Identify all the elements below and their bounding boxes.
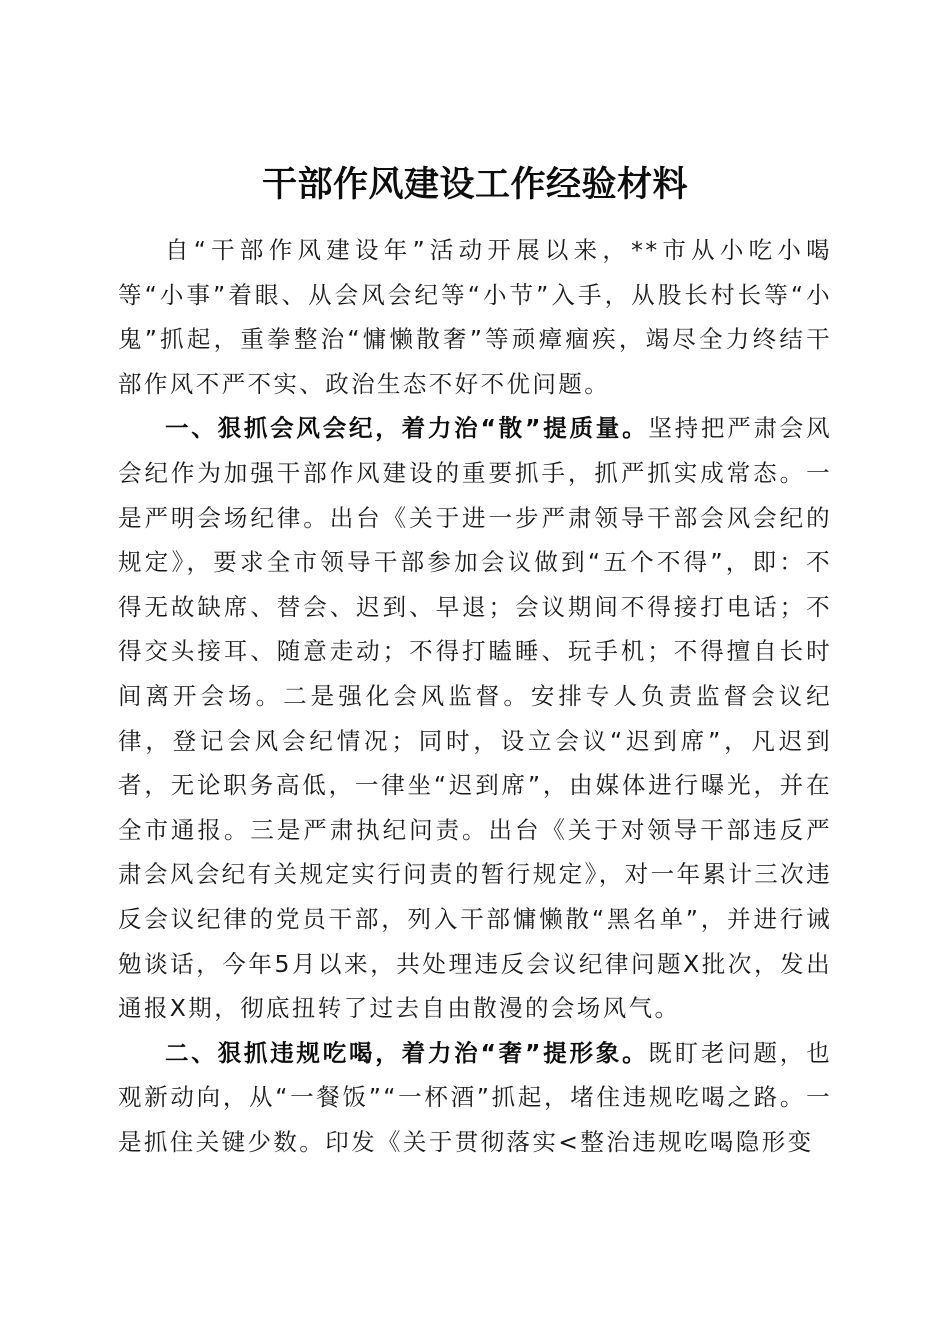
document-body [118, 228, 832, 1164]
section-1-heading: 一、狠抓会风会纪，着力治“散”提质量。 [165, 414, 649, 443]
section-1-body: 坚持把严肃会风会纪作为加强干部作风建设的重要抓手，抓严抓实成常态。一是严明会场纪律。出台《关于进一步严肃领导干部会风会纪的规定》，要求全市领导干部参加会议做到“五个不得”，即：不得无故缺席、替会、迟到、早退；会议期间不得接打电话；不得交头接耳、随意走动；不得打瞌睡、玩手机；不得擅自长时间离开会场。二是强化会风监督。安排专人负责监督会议纪律，登记会风会纪情况；同时，设立会议“迟到席”，凡迟到者，无论职务高低，一律坐“迟到席”，由媒体进行曝光，并在全市通报。三是严肃执纪问责。出台《关于对领导干部违反严肃会风会纪有关规定实行问责的暂行规定》，对一年累计三次违反会议纪律的党员干部，列入干部慵懒散“黑名单”，并进行诫勉谈话，今年5月以来，共处理违反会议纪律问题X批次，发出通报X期，彻底扭转了过去自由散漫的会场风气。 [118, 414, 832, 1023]
document-title: 干部作风建设工作经验材料 [261, 164, 688, 206]
section-2-heading: 二、狠抓违规吃喝，着力治“奢”提形象。 [165, 1038, 649, 1067]
section-2-paragraph [118, 1031, 832, 1165]
intro-paragraph: 自“干部作风建设年”活动开展以来，**市从小吃小喝等“小事”着眼、从会风会纪等“小节”入手，从股长村长等“小鬼”抓起，重拳整治“慵懒散奢”等顽瘴痼疾，竭尽全力终结干部作风不严不实、政治生态不好不优问题。 [118, 236, 832, 398]
section-1-paragraph [118, 406, 832, 1030]
section-2-body: 既盯老问题，也观新动向，从“一餐饭”“一杯酒”抓起，堵住违规吃喝之路。一是抓住关键少数。印发《关于贯彻落实<整治违规吃喝隐形变 [118, 1038, 832, 1156]
